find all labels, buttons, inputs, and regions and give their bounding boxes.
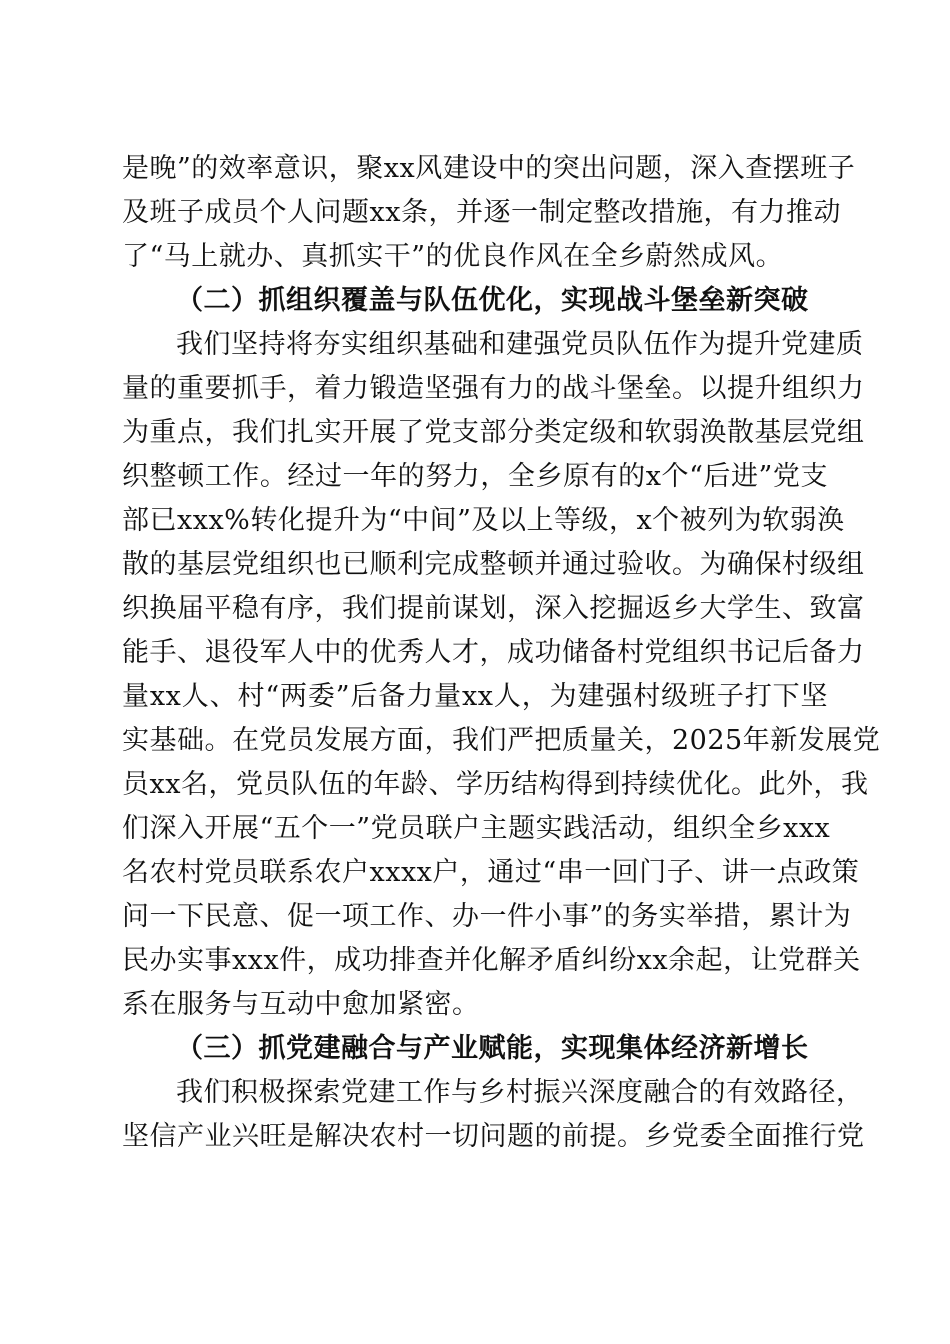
paragraph-line: 我们积极探索党建工作与乡村振兴深度融合的有效路径，	[176, 1077, 864, 1108]
paragraph-line: 坚信产业兴旺是解决农村一切问题的前提。乡党委全面推行党	[122, 1121, 865, 1152]
paragraph-line: 问一下民意、促一项工作、办一件小事”的务实举措，累计为	[122, 901, 852, 932]
paragraph-line: 散的基层党组织也已顺利完成整顿并通过验收。为确保村级组	[122, 549, 865, 580]
paragraph-line: 织换届平稳有序，我们提前谋划，深入挖掘返乡大学生、致富	[122, 593, 865, 624]
paragraph-line: 民办实事xxx件，成功排查并化解矛盾纠纷xx余起，让党群关	[122, 945, 861, 976]
section-heading: （三）抓党建融合与产业赋能，实现集体经济新增长	[176, 1033, 809, 1064]
paragraph-line: 及班子成员个人问题xx条，并逐一制定整改措施，有力推动	[122, 197, 841, 228]
paragraph-line: 部已xxx%转化提升为“中间”及以上等级，x个被列为软弱涣	[122, 505, 845, 536]
paragraph-line: 能手、退役军人中的优秀人才，成功储备村党组织书记后备力	[122, 637, 865, 668]
paragraph-line: 织整顿工作。经过一年的努力，全乡原有的x个“后进”党支	[122, 461, 828, 492]
paragraph-line: 量的重要抓手，着力锻造坚强有力的战斗堡垒。以提升组织力	[122, 373, 865, 404]
paragraph-line: 我们坚持将夯实组织基础和建强党员队伍作为提升党建质	[176, 329, 864, 360]
paragraph-line: 们深入开展“五个一”党员联户主题实践活动，组织全乡xxx	[122, 813, 831, 844]
paragraph-line: 系在服务与互动中愈加紧密。	[122, 989, 480, 1020]
paragraph-line: 为重点，我们扎实开展了党支部分类定级和软弱涣散基层党组	[122, 417, 865, 448]
paragraph-line: 实基础。在党员发展方面，我们严把质量关，2025年新发展党	[122, 725, 881, 756]
paragraph-line: 是晚”的效率意识，聚xx风建设中的突出问题，深入查摆班子	[122, 153, 856, 184]
paragraph-line: 名农村党员联系农户xxxx户，通过“串一回门子、讲一点政策	[122, 857, 860, 888]
section-heading: （二）抓组织覆盖与队伍优化，实现战斗堡垒新突破	[176, 285, 809, 316]
paragraph-line: 了“马上就办、真抓实干”的优良作风在全乡蔚然成风。	[122, 241, 784, 272]
paragraph-line: 员xx名，党员队伍的年龄、学历结构得到持续优化。此外，我	[122, 769, 869, 800]
paragraph-line: 量xx人、村“两委”后备力量xx人，为建强村级班子打下坚	[122, 681, 828, 712]
